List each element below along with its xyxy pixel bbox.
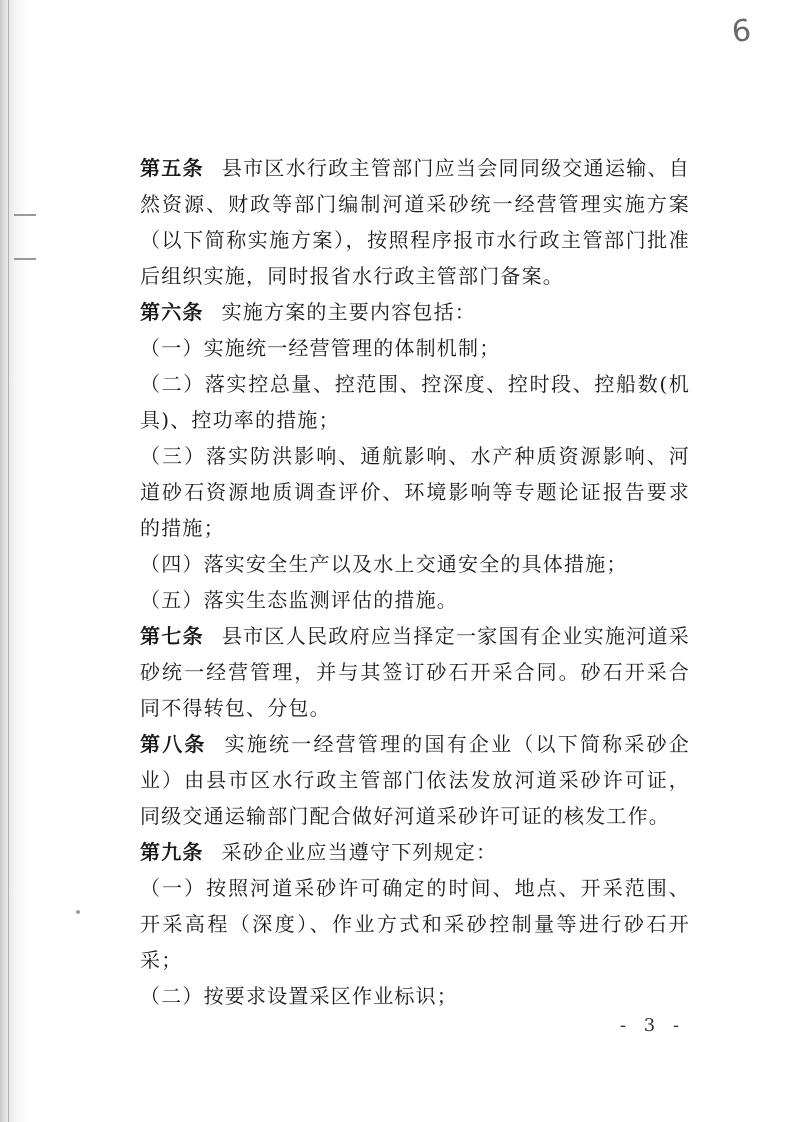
binding-staple-mark bbox=[14, 258, 36, 260]
binding-line bbox=[8, 0, 9, 1122]
list-item bbox=[140, 582, 690, 618]
article-text: 县市区人民政府应当择定一家国有企业实施河道采砂统一经营管理，并与其签订砂石开采合同。砂石开采合同不得转包、分包。 bbox=[140, 624, 690, 720]
article-5 bbox=[140, 150, 690, 294]
list-item-text: （五）落实生态监测评估的措施。 bbox=[140, 588, 458, 612]
list-item-text: （二）按要求设置采区作业标识； bbox=[140, 984, 458, 1008]
list-item bbox=[140, 330, 690, 366]
article-text: 实施方案的主要内容包括： bbox=[221, 300, 477, 324]
list-item bbox=[140, 978, 690, 1014]
list-item bbox=[140, 438, 690, 546]
page-number: - 3 - bbox=[620, 1015, 686, 1036]
list-item-text: （二）落实控总量、控范围、控深度、控时段、控船数(机具)、控功率的措施； bbox=[140, 372, 690, 432]
list-item-text: （三）落实防洪影响、通航影响、水产种质资源影响、河道砂石资源地质调查评价、环境影响等专题论证报告要求的措施； bbox=[140, 444, 690, 540]
article-7 bbox=[140, 618, 690, 726]
article-title: 第八条 bbox=[140, 732, 207, 756]
list-item-text: （一）按照河道采砂许可确定的时间、地点、开采范围、开采高程（深度）、作业方式和采砂控制量等进行砂石开采； bbox=[140, 876, 690, 972]
handwritten-page-mark: 6 bbox=[730, 13, 753, 50]
article-9 bbox=[140, 834, 690, 870]
article-title: 第七条 bbox=[140, 624, 204, 648]
list-item bbox=[140, 870, 690, 978]
article-title: 第六条 bbox=[140, 300, 204, 324]
binding-edge bbox=[0, 0, 30, 1122]
binding-staple-mark bbox=[14, 214, 36, 216]
article-8 bbox=[140, 726, 690, 834]
article-title: 第九条 bbox=[140, 840, 204, 864]
article-text: 实施统一经营管理的国有企业（以下简称采砂企业）由县市区水行政主管部门依法发放河道采砂许可证，同级交通运输部门配合做好河道采砂许可证的核发工作。 bbox=[140, 732, 690, 828]
article-text: 县市区水行政主管部门应当会同同级交通运输、自然资源、财政等部门编制河道采砂统一经营管理实施方案（以下简称实施方案），按照程序报市水行政主管部门批准后组织实施，同时报省水行政主管部门备案。 bbox=[140, 156, 690, 288]
article-6 bbox=[140, 294, 690, 330]
document-body bbox=[140, 150, 690, 1014]
scan-smudge bbox=[76, 910, 80, 914]
article-title: 第五条 bbox=[140, 156, 204, 180]
list-item bbox=[140, 546, 690, 582]
article-text: 采砂企业应当遵守下列规定： bbox=[221, 840, 498, 864]
list-item-text: （四）落实安全生产以及水上交通安全的具体措施； bbox=[140, 552, 628, 576]
list-item bbox=[140, 366, 690, 438]
list-item-text: （一）实施统一经营管理的体制机制； bbox=[140, 336, 501, 360]
